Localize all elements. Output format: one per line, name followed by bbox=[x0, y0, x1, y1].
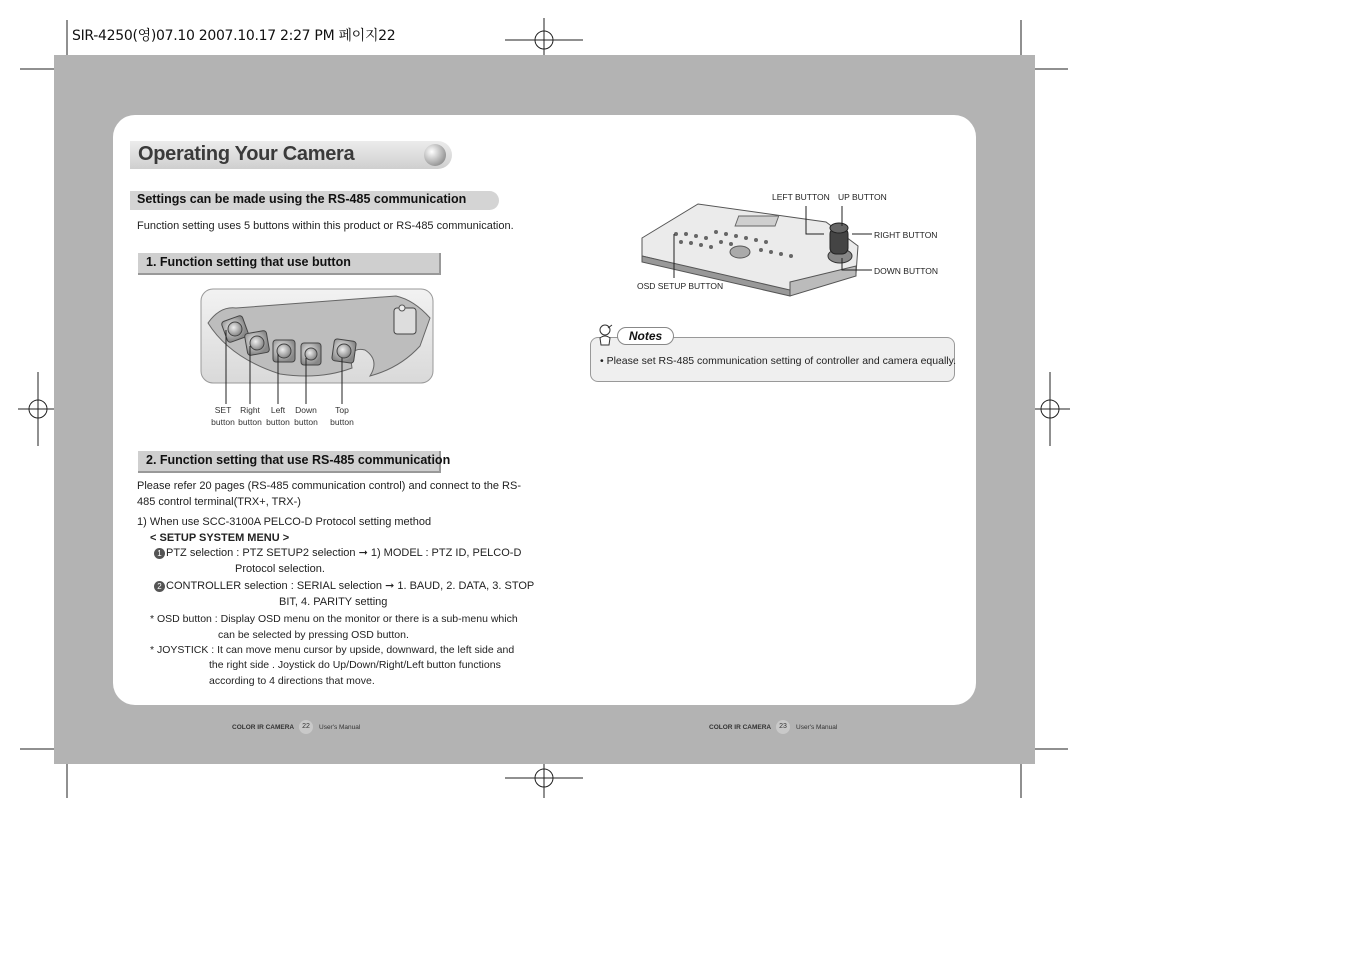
down-button-callout: DOWN BUTTON bbox=[874, 266, 939, 276]
section1-heading: 1. Function setting that use button bbox=[146, 255, 351, 269]
notes-person-icon bbox=[596, 324, 614, 346]
joystick-note-line3: according to 4 directions that move. bbox=[209, 675, 375, 687]
title-sphere-icon bbox=[424, 144, 446, 166]
step1-number-icon: 1 bbox=[154, 548, 165, 559]
joystick-note-line2: the right side . Joystick do Up/Down/Right/Left button functions bbox=[209, 659, 501, 671]
camera-button-panel bbox=[200, 288, 434, 418]
section2-para-line1: Please refer 20 pages (RS-485 communication control) and connect to the RS- bbox=[137, 480, 521, 492]
joystick-note-line1: * JOYSTICK : It can move menu cursor by upside, downward, the left side and bbox=[150, 644, 515, 656]
page-title: Operating Your Camera bbox=[138, 143, 355, 165]
section2-heading: 2. Function setting that use RS-485 communication bbox=[146, 453, 451, 467]
right-page-number: 23 bbox=[776, 720, 790, 734]
section2-para-line2: 485 control terminal(TRX+, TRX-) bbox=[137, 496, 301, 508]
right-button-label: Right button bbox=[238, 405, 262, 427]
left-page-number: 22 bbox=[299, 720, 313, 734]
file-stamp: SIR-4250(영)07.10 2007.10.17 2:27 PM 페이지22 bbox=[72, 28, 396, 44]
notes-label: Notes bbox=[617, 327, 674, 345]
step1-line1: 1 PTZ selection : PTZ SETUP2 selection ➞ 1) MODEL : PTZ ID, PELCO-D bbox=[154, 545, 521, 561]
left-button-callout: LEFT BUTTON bbox=[772, 192, 830, 202]
step2-line1: 2 CONTROLLER selection : SERIAL selection ➞ 1. BAUD, 2. DATA, 3. STOP bbox=[154, 578, 534, 594]
notes-text: • Please set RS-485 communication setting of controller and camera equally. bbox=[600, 355, 956, 367]
osd-note-line1: * OSD button : Display OSD menu on the monitor or there is a sub-menu which bbox=[150, 613, 518, 625]
method-item: 1) When use SCC-3100A PELCO-D Protocol setting method bbox=[137, 516, 432, 528]
right-footer-manual: User's Manual bbox=[796, 724, 838, 731]
step2-line2: BIT, 4. PARITY setting bbox=[279, 596, 388, 608]
intro-text: Function setting uses 5 buttons within this product or RS-485 communication. bbox=[137, 220, 514, 232]
right-footer-product: COLOR IR CAMERA bbox=[709, 724, 772, 731]
step1-line2: Protocol selection. bbox=[235, 563, 325, 575]
left-button-label: Left button bbox=[266, 405, 290, 427]
osd-setup-button-callout: OSD SETUP BUTTON bbox=[637, 281, 724, 291]
right-button-callout: RIGHT BUTTON bbox=[874, 230, 938, 240]
left-footer-manual: User's Manual bbox=[319, 724, 361, 731]
step2-number-icon: 2 bbox=[154, 581, 165, 592]
subtitle: Settings can be made using the RS-485 communication bbox=[137, 192, 467, 206]
left-footer-product: COLOR IR CAMERA bbox=[232, 724, 295, 731]
top-button-label: Top button bbox=[330, 405, 354, 427]
osd-note-line2: can be selected by pressing OSD button. bbox=[218, 629, 409, 641]
up-button-callout: UP BUTTON bbox=[838, 192, 887, 202]
setup-system-menu-title: < SETUP SYSTEM MENU > bbox=[150, 532, 290, 544]
set-button-label: SET button bbox=[211, 405, 235, 427]
down-button-label: Down button bbox=[294, 405, 318, 427]
